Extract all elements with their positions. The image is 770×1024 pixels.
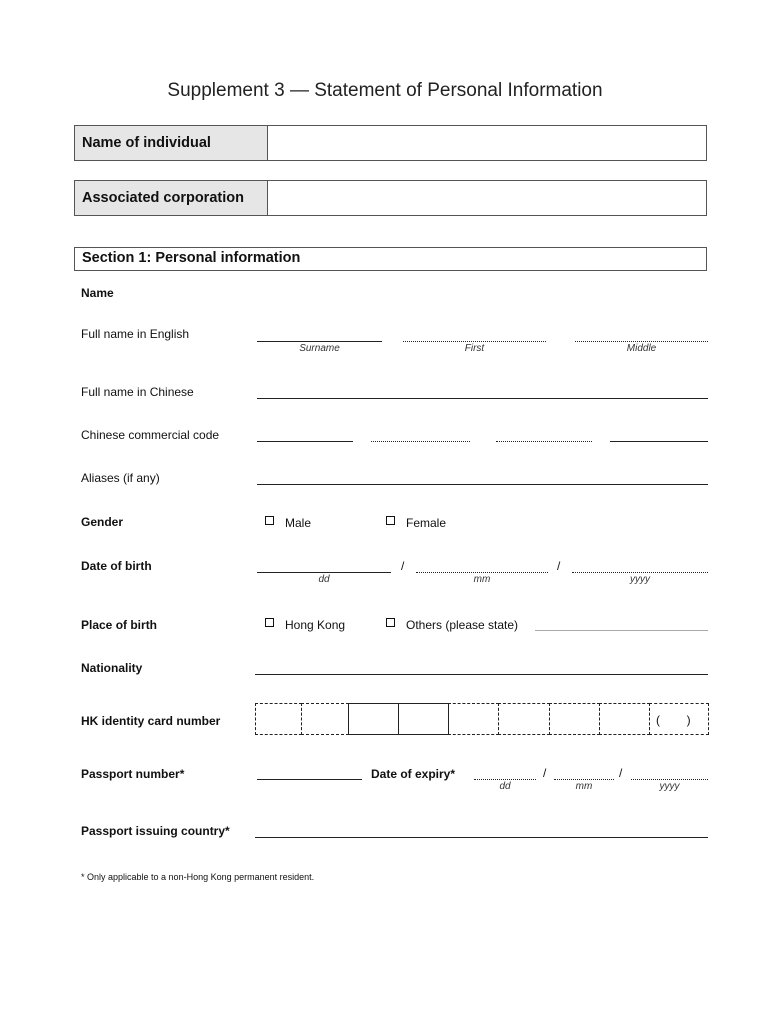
female-checkbox[interactable] xyxy=(386,516,395,525)
commercial-code-field-2[interactable] xyxy=(371,441,470,442)
first-caption: First xyxy=(464,343,485,354)
hkid-box-3[interactable] xyxy=(348,703,399,735)
expiry-yyyy-caption: yyyy xyxy=(659,781,680,792)
hong-kong-checkbox[interactable] xyxy=(265,618,274,627)
dob-dd-caption: dd xyxy=(318,574,330,585)
passport-number-label: Passport number* xyxy=(81,767,185,781)
page-title: Supplement 3 — Statement of Personal Information xyxy=(167,80,603,101)
dob-year-field[interactable] xyxy=(572,572,708,573)
dob-slash-1: / xyxy=(401,559,405,573)
expiry-slash-2: / xyxy=(619,766,623,780)
hkid-check-digit-brackets: ( ) xyxy=(656,713,691,727)
hkid-label: HK identity card number xyxy=(81,714,221,728)
commercial-code-field-1[interactable] xyxy=(257,441,353,442)
nationality-label: Nationality xyxy=(81,661,143,675)
name-of-individual-field[interactable] xyxy=(268,126,706,160)
date-of-expiry-label: Date of expiry* xyxy=(371,767,456,781)
expiry-slash-1: / xyxy=(543,766,547,780)
associated-corporation-label: Associated corporation xyxy=(75,181,268,215)
date-of-birth-label: Date of birth xyxy=(81,559,152,573)
others-checkbox[interactable] xyxy=(386,618,395,627)
middle-caption: Middle xyxy=(626,343,657,354)
male-checkbox[interactable] xyxy=(265,516,274,525)
full-name-chinese-label: Full name in Chinese xyxy=(81,385,194,399)
hong-kong-label: Hong Kong xyxy=(285,618,346,632)
footnote: * Only applicable to a non-Hong Kong permanent resident. xyxy=(81,872,315,882)
hkid-box-8[interactable] xyxy=(599,703,650,735)
dob-day-field[interactable] xyxy=(257,572,391,573)
section-1-header: Section 1: Personal information xyxy=(74,247,707,271)
middle-name-field[interactable] xyxy=(575,341,708,342)
others-state-field[interactable] xyxy=(535,630,708,631)
female-label: Female xyxy=(406,516,447,530)
first-name-field[interactable] xyxy=(403,341,546,342)
passport-issuing-country-label: Passport issuing country* xyxy=(81,824,230,838)
male-label: Male xyxy=(285,516,312,530)
expiry-mm-caption: mm xyxy=(575,781,593,792)
dob-month-field[interactable] xyxy=(416,572,548,573)
passport-number-field[interactable] xyxy=(257,779,362,780)
others-label: Others (please state) xyxy=(406,618,519,632)
surname-field[interactable] xyxy=(257,341,382,342)
dob-slash-2: / xyxy=(557,559,561,573)
gender-label: Gender xyxy=(81,515,124,529)
expiry-month-field[interactable] xyxy=(554,779,614,780)
expiry-dd-caption: dd xyxy=(499,781,511,792)
name-heading: Name xyxy=(81,286,114,300)
associated-corporation-field[interactable] xyxy=(268,181,706,215)
hkid-box-6[interactable] xyxy=(498,703,550,735)
hkid-box-1[interactable] xyxy=(255,703,302,735)
hkid-box-7[interactable] xyxy=(549,703,600,735)
hkid-box-4[interactable] xyxy=(398,703,449,735)
hkid-box-2[interactable] xyxy=(301,703,349,735)
commercial-code-field-3[interactable] xyxy=(496,441,592,442)
expiry-year-field[interactable] xyxy=(631,779,708,780)
dob-yyyy-caption: yyyy xyxy=(630,574,650,585)
commercial-code-field-4[interactable] xyxy=(610,441,708,442)
commercial-code-label: Chinese commercial code xyxy=(81,428,220,442)
passport-issuing-country-field[interactable] xyxy=(255,837,708,838)
aliases-label: Aliases (if any) xyxy=(81,471,160,485)
expiry-day-field[interactable] xyxy=(474,779,536,780)
dob-mm-caption: mm xyxy=(473,574,491,585)
place-of-birth-label: Place of birth xyxy=(81,618,158,632)
hkid-box-5[interactable] xyxy=(448,703,499,735)
associated-corporation-row xyxy=(74,180,707,216)
name-of-individual-row xyxy=(74,125,707,161)
full-name-chinese-field[interactable] xyxy=(257,398,708,399)
surname-caption: Surname xyxy=(299,343,340,354)
name-of-individual-label: Name of individual xyxy=(75,126,268,160)
nationality-field[interactable] xyxy=(255,674,708,675)
full-name-english-label: Full name in English xyxy=(81,327,190,341)
aliases-field[interactable] xyxy=(257,484,708,485)
